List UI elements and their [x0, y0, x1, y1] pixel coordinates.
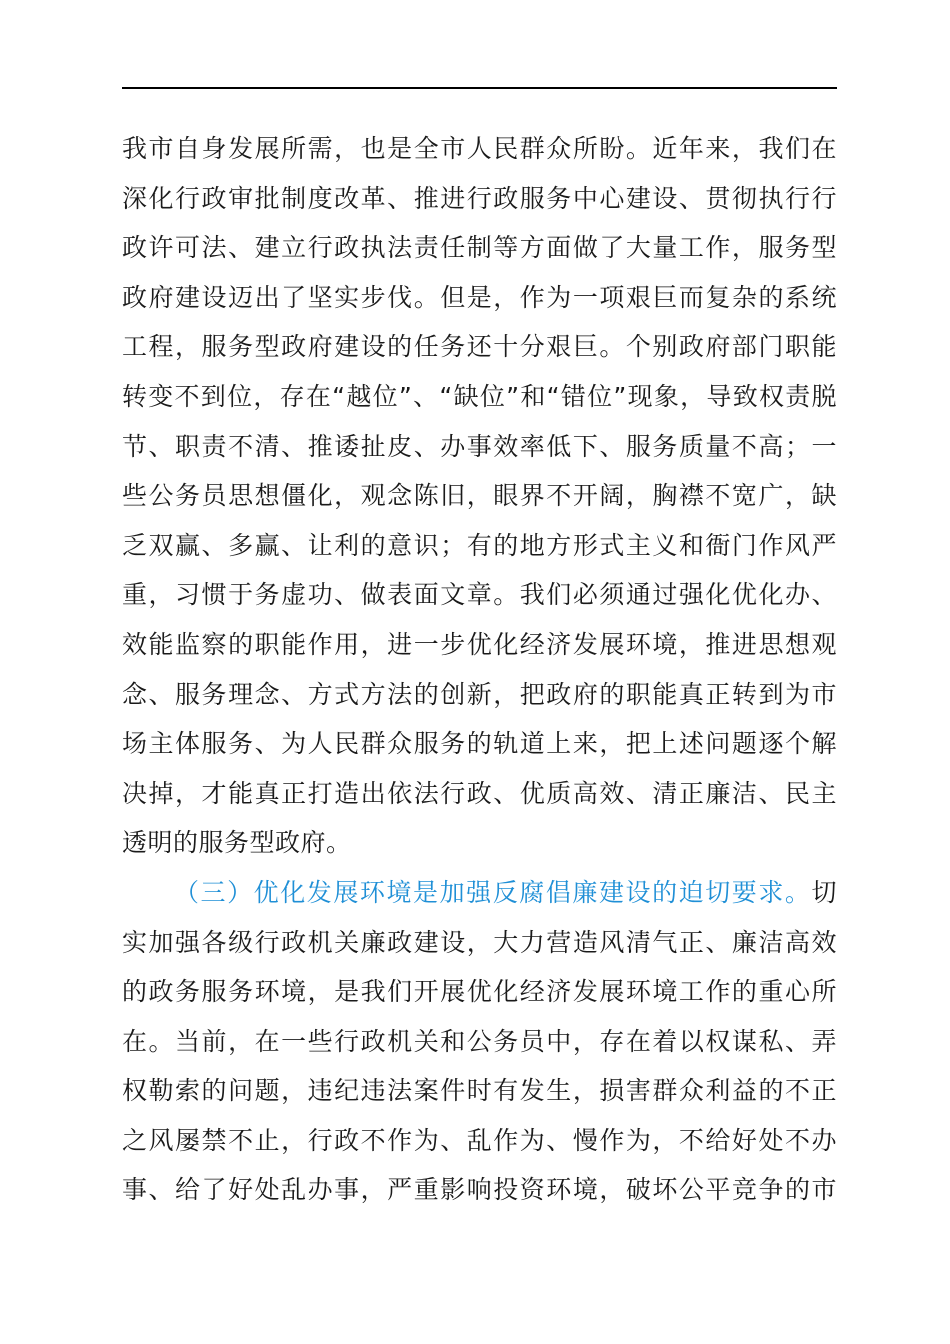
text-line: 重，习惯于务虚功、做表面文章。我们必须通过强化优化办、: [122, 580, 837, 610]
text-line: 工程，服务型政府建设的任务还十分艰巨。个别政府部门职能: [122, 332, 837, 362]
text-line: 在。当前，在一些行政机关和公务员中，存在着以权谋私、弄: [122, 1026, 837, 1056]
text-line: 的政务服务环境，是我们开展优化经济发展环境工作的重心所: [122, 977, 837, 1007]
text-line: 政许可法、建立行政执法责任制等方面做了大量工作，服务型: [122, 233, 837, 263]
text-line: 效能监察的职能作用，进一步优化经济发展环境，推进思想观: [122, 629, 837, 659]
text-line: 深化行政审批制度改革、推进行政服务中心建设、贯彻执行行: [122, 183, 837, 213]
text-line: 决掉，才能真正打造出依法行政、优质高效、清正廉洁、民主: [122, 778, 837, 808]
section-heading: （三）优化发展环境是加强反腐倡廉建设的迫切要求。: [174, 877, 812, 907]
heading-line-tail: 切: [811, 877, 837, 907]
text-line: 节、职责不清、推诿扯皮、办事效率低下、服务质量不高；一: [122, 431, 837, 461]
text-line: 场主体服务、为人民群众服务的轨道上来，把上述问题逐个解: [122, 729, 837, 759]
text-line: 念、服务理念、方式方法的创新，把政府的职能真正转到为市: [122, 679, 837, 709]
text-line: 权勒索的问题，违纪违法案件时有发生，损害群众利益的不正: [122, 1076, 837, 1106]
text-line: 实加强各级行政机关廉政建设，大力营造风清气正、廉洁高效: [122, 927, 837, 957]
text-line: 乏双赢、多赢、让利的意识；有的地方形式主义和衙门作风严: [122, 530, 837, 560]
header-rule: [122, 87, 837, 89]
body-text: [122, 124, 837, 1215]
text-line: 我市自身发展所需，也是全市人民群众所盼。近年来，我们在: [122, 134, 837, 163]
text-line: 些公务员思想僵化，观念陈旧，眼界不开阔，胸襟不宽广，缺: [122, 481, 837, 511]
section-heading-line: [122, 868, 837, 918]
text-line: 政府建设迈出了坚实步伐。但是，作为一项艰巨而复杂的系统: [122, 282, 837, 312]
text-line: 透明的服务型政府。: [122, 828, 352, 858]
text-line: 事、给了好处乱办事，严重影响投资环境，破坏公平竞争的市: [122, 1175, 837, 1205]
text-line: 转变不到位，存在“越位”、“缺位”和“错位”现象，导致权责脱: [122, 381, 837, 411]
text-line: 之风屡禁不止，行政不作为、乱作为、慢作为，不给好处不办: [122, 1125, 837, 1155]
